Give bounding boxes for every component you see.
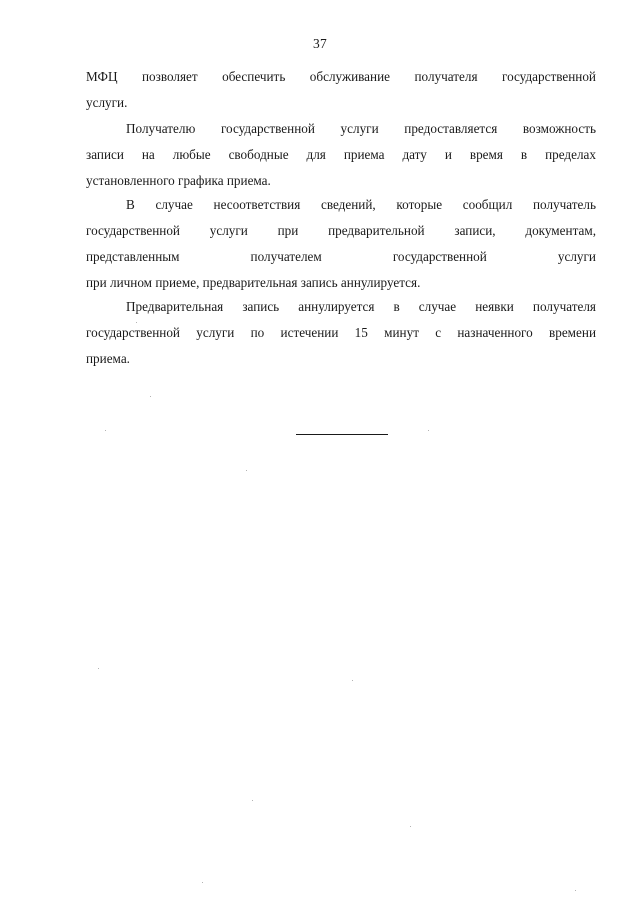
paragraph-2-line-1: Получателю государственной услуги предоставляется возможность [126,121,596,136]
paragraph-line [86,192,596,218]
scan-speck [352,680,353,681]
scan-speck [575,890,576,891]
paragraph-2-line-3: установленного графика приема. [86,173,271,188]
scan-speck [428,430,429,431]
scan-speck [246,470,247,471]
page-number: 37 [312,36,328,51]
paragraph-line [86,244,596,270]
scan-speck [252,800,253,801]
scan-speck [410,826,411,827]
scan-speck [105,430,106,431]
paragraph-line [86,116,596,142]
scan-speck [98,668,99,669]
paragraph-line [86,218,596,244]
scan-speck [202,882,203,883]
paragraph-line [86,64,596,90]
scan-speck [150,396,151,397]
end-of-text-rule [296,434,388,435]
paragraph-line [86,294,596,320]
paragraph-1 [86,64,596,116]
paragraph-3-line-4: при личном приеме, предварительная запись аннулируется. [86,275,421,290]
paragraph-3-line-1: В случае несоответствия сведений, которые сообщил получатель [126,197,596,212]
scan-speck [136,322,137,323]
paragraph-2 [86,116,596,194]
paragraph-3-line-3: представленным получателем государственной услуги [86,249,596,264]
paragraph-3-line-2: государственной услуги при предварительной записи, документам, [86,223,596,238]
paragraph-line [86,142,596,168]
paragraph-1-line-2: услуги. [86,95,128,110]
paragraph-4-line-3: приема. [86,351,130,366]
paragraph-3 [86,192,596,296]
paragraph-1-line-1: МФЦ позволяет обеспечить обслуживание получателя государственной [86,69,596,84]
paragraph-4-line-1: Предварительная запись аннулируется в случае неявки получателя [126,299,596,314]
paragraph-line [86,320,596,346]
paragraph-4 [86,294,596,372]
paragraph-2-line-2: записи на любые свободные для приема дату и время в пределах [86,147,596,162]
paragraph-4-line-2: государственной услуги по истечении 15 минут с назначенного времени [86,325,596,340]
